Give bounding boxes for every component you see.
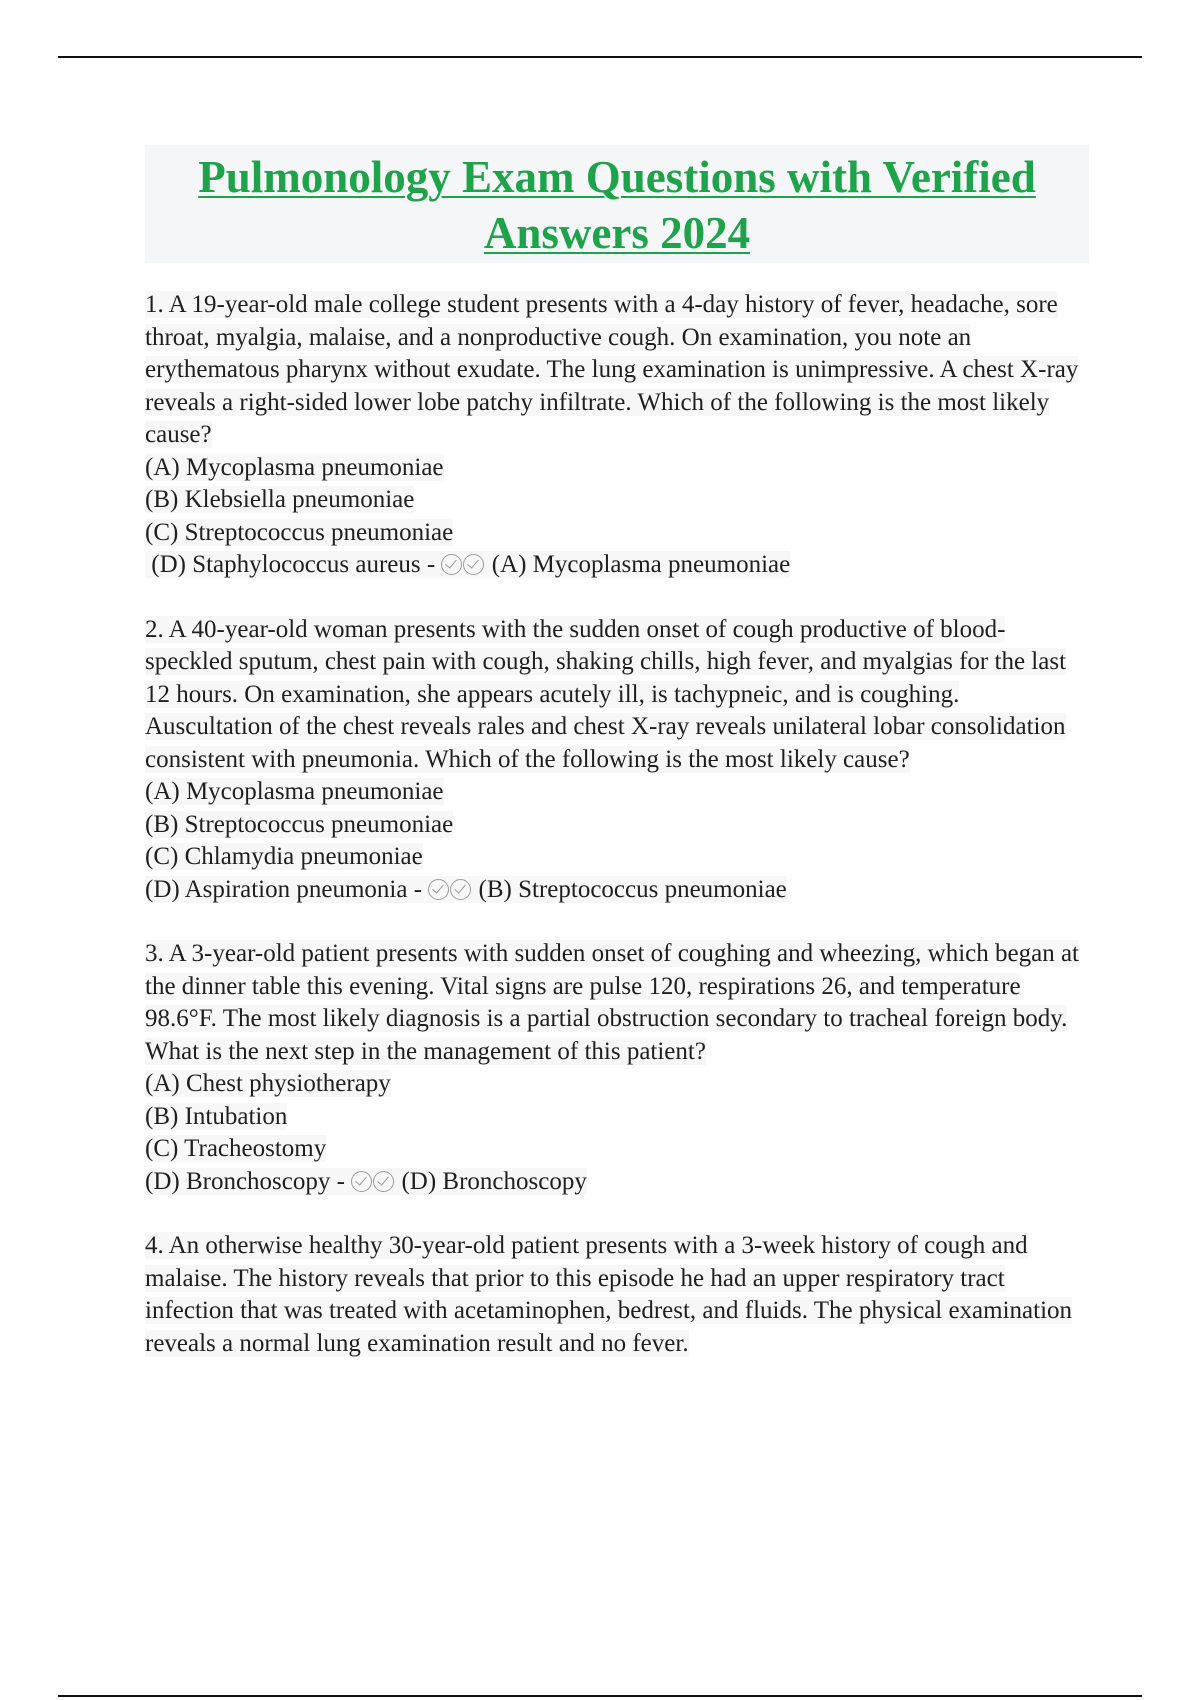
- question-2-option-d: (D) Aspiration pneumonia -: [145, 875, 429, 903]
- question-2-option-a: (A) Mycoplasma pneumoniae: [145, 778, 444, 805]
- question-3-answer-line: [145, 1166, 1089, 1199]
- question-2: [145, 614, 1089, 907]
- question-1-stem: 1. A 19-year-old male college student presents with a 4-day history of fever, headache, sore throat, myalgia, malaise, and a nonproductive cough. On examination, you note an erythematous pharynx without exudate. The lung examination is unimpressive. A chest X-ray reveals a right-sided lower lobe patchy infiltrate. Which of the following is the most likely cause?: [145, 291, 1079, 448]
- question-2-answer: (B) Streptococcus pneumoniae: [478, 875, 787, 903]
- question-2-stem: 2. A 40-year-old woman presents with the sudden onset of cough productive of blood-speckled sputum, chest pain with cough, shaking chills, high fever, and myalgias for the last 12 hours. On examination, she appears acutely ill, is tachypneic, and is coughing. Auscultation of the chest reveals rales and chest X-ray reveals unilateral lobar consolidation consistent with pneumonia. Which of the following is the most likely cause?: [145, 615, 1067, 773]
- question-4-stem: 4. An otherwise healthy 30-year-old patient presents with a 3-week history of cough and malaise. The history reveals that prior to this episode he had an upper respiratory tract infection that was treated with acetaminophen, bedrest, and fluids. The physical examination reveals a normal lung examination result and no fever.: [145, 1232, 1073, 1357]
- check-circle-icon: [373, 1171, 394, 1192]
- question-3-answer: (D) Bronchoscopy: [401, 1167, 587, 1195]
- question-1-option-c: (C) Streptococcus pneumoniae: [145, 518, 454, 546]
- question-3-stem: 3. A 3-year-old patient presents with sudden onset of coughing and wheezing, which began at the dinner table this evening. Vital signs are pulse 120, respirations 26, and temperature 98.6°F. The most likely diagnosis is a partial obstruction secondary to tracheal foreign body. What is the next step in the management of this patient?: [145, 940, 1079, 1065]
- question-1-option-d: (D) Staphylococcus aureus -: [145, 551, 442, 578]
- page-content: [145, 145, 1089, 1392]
- question-3-option-c: (C) Tracheostomy: [145, 1135, 327, 1162]
- question-4: [145, 1230, 1089, 1360]
- question-2-option-c: (C) Chlamydia pneumoniae: [145, 843, 423, 870]
- page-title: Pulmonology Exam Questions with Verified Answers 2024: [198, 152, 1036, 258]
- question-1-option-b: (B) Klebsiella pneumoniae: [145, 486, 415, 513]
- bottom-rule: [58, 1695, 1142, 1697]
- question-2-answer-line: [145, 874, 1089, 907]
- question-1-answer: (A) Mycoplasma pneumoniae: [491, 551, 791, 578]
- question-1: [145, 289, 1089, 582]
- question-3-option-a: (A) Chest physiotherapy: [145, 1070, 391, 1097]
- question-3-option-b: (B) Intubation: [145, 1102, 288, 1130]
- check-circle-icon: [441, 554, 462, 575]
- title-box: [145, 145, 1089, 263]
- check-circle-icon: [463, 554, 484, 575]
- question-2-option-b: (B) Streptococcus pneumoniae: [145, 810, 454, 838]
- top-rule: [58, 56, 1142, 58]
- check-circle-icon: [351, 1171, 372, 1192]
- check-circle-icon: [450, 879, 471, 900]
- question-1-option-a: (A) Mycoplasma pneumoniae: [145, 453, 444, 481]
- question-3-option-d: (D) Bronchoscopy -: [145, 1167, 352, 1195]
- question-3: [145, 938, 1089, 1198]
- check-circle-icon: [428, 879, 449, 900]
- question-1-answer-line: [145, 549, 1089, 582]
